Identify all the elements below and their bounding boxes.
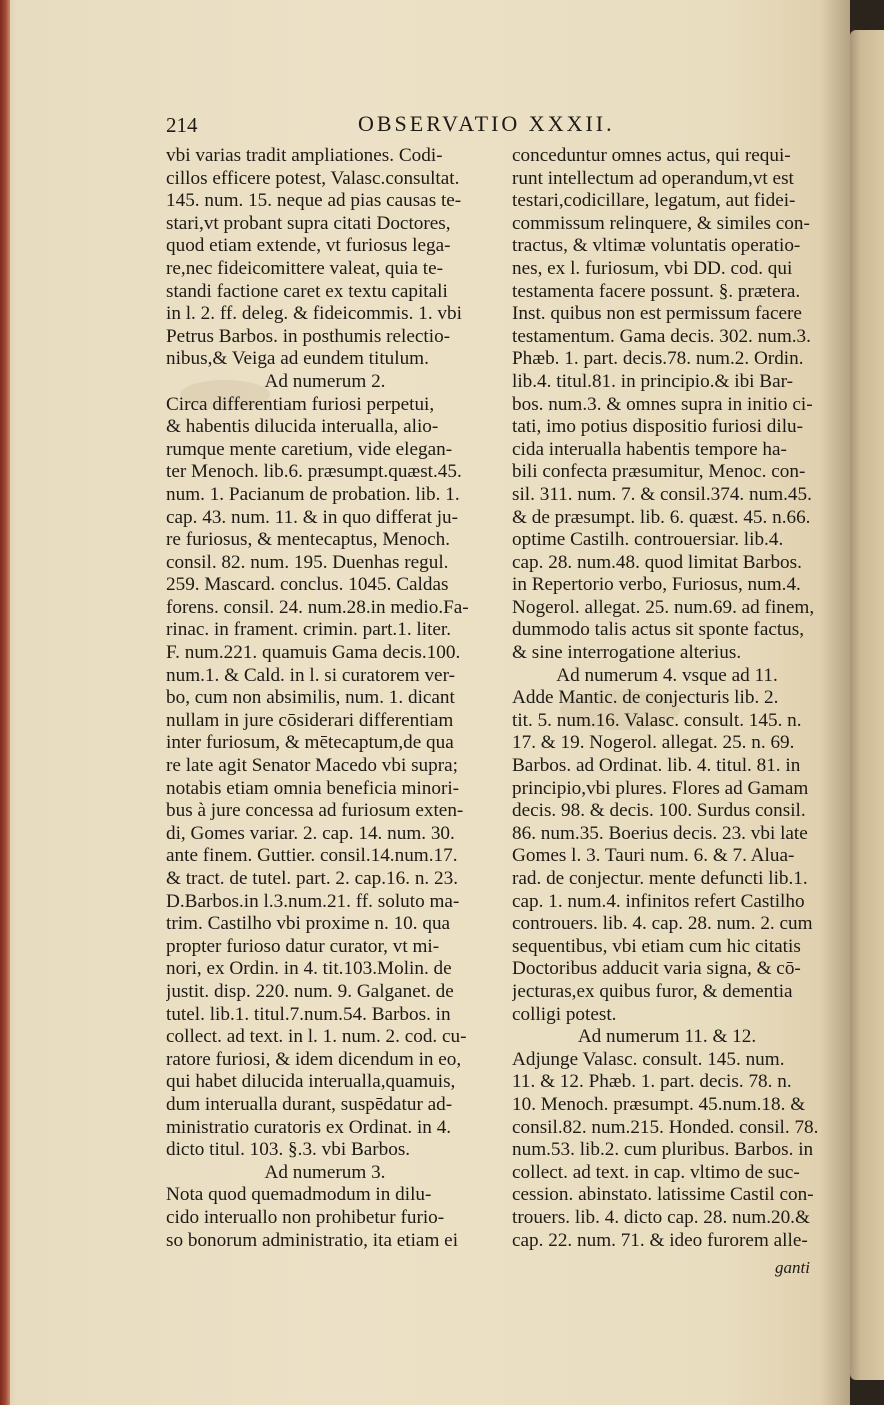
text-line: Petrus Barbos. in posthumis relectio- (166, 325, 451, 347)
text-line: & sine interrogatione alterius. (512, 642, 742, 664)
text-line: 145. num. 15. neque ad pias causas te- (166, 190, 462, 212)
gutter-shadow (820, 0, 850, 1405)
text-line: Doctoribus adducit varia signa, & cō- (512, 958, 801, 980)
text-line: optime Castilh. controuersiar. lib.4. (512, 529, 784, 551)
text-line: trim. Castilho vbi proxime n. 10. qua (166, 913, 451, 935)
next-page-edge (850, 30, 884, 1380)
text-line: ante finem. Guttier. consil.14.num.17. (166, 845, 458, 867)
text-line: bus à jure concessa ad furiosum exten- (166, 800, 464, 822)
text-line: rad. de conjectur. mente defuncti lib.1. (512, 868, 808, 889)
text-line: num.1. & Cald. in l. si curatorem ver- (166, 664, 455, 686)
text-line: so bonorum administratio, ita etiam ei (166, 1229, 459, 1251)
text-line: trouers. lib. 4. dicto cap. 28. num.20.& (512, 1206, 810, 1228)
text-line: 17. & 19. Nogerol. allegat. 25. n. 69. (512, 732, 795, 754)
text-line: tit. 5. num.16. Valasc. consult. 145. n. (512, 709, 802, 731)
text-line: cap. 28. num.48. quod limitat Barbos. (512, 551, 802, 573)
text-line: cillos efficere potest, Valasc.consultat. (166, 167, 460, 189)
text-line: lib.4. titul.81. in principio.& ibi Bar- (512, 370, 794, 392)
section-heading: Ad numerum 11. & 12. (577, 1026, 757, 1048)
left-text-column (166, 145, 484, 1252)
text-line: 10. Menoch. præsumpt. 45.num.18. & (512, 1093, 806, 1115)
text-line: cido interuallo non prohibetur furio- (166, 1206, 445, 1228)
text-line: F. num.221. quamuis Gama decis.100. (166, 642, 461, 664)
catchword: ganti (775, 1258, 810, 1277)
text-line: cida interualla habentis tempore ha- (512, 438, 787, 460)
text-line: in l. 2. ff. deleg. & fideicommis. 1. vbi (166, 303, 462, 325)
text-line: runt intellectum ad operandum,vt est (512, 167, 794, 189)
text-line: & de præsumpt. lib. 6. quæst. 45. n.66. (512, 506, 811, 528)
text-line: sequentibus, vbi etiam cum hic citatis (512, 935, 801, 957)
text-line: tutel. lib.1. titul.7.num.54. Barbos. in (166, 1003, 451, 1025)
text-line: notabis etiam omnia beneficia minori- (166, 777, 460, 799)
text-line: cap. 1. num.4. infinitos refert Castilho (512, 890, 805, 912)
text-line: vbi varias tradit ampliationes. Codi- (166, 145, 443, 166)
page-red-edge (0, 0, 10, 1405)
text-line: bo, cum non absimilis, num. 1. dicant (166, 687, 455, 709)
text-line: di, Gomes variar. 2. cap. 14. num. 30. (166, 822, 455, 844)
text-line: quod etiam extende, vt furiosus lega- (166, 235, 451, 257)
text-line: Inst. quibus non est permissum facere (512, 303, 802, 325)
text-line: forens. consil. 24. num.28.in medio.Fa- (166, 596, 469, 618)
text-line: colligi potest. (512, 1003, 617, 1025)
text-line: & tract. de tutel. part. 2. cap.16. n. 23. (166, 868, 458, 889)
text-line: D.Barbos.in l.3.num.21. ff. soluto ma- (166, 890, 460, 912)
text-line: tractus, & vltimæ voluntatis operatio- (512, 235, 801, 257)
text-line: justit. disp. 220. num. 9. Galganet. de (166, 980, 454, 1002)
text-line: commissum relinquere, & similes con- (512, 212, 810, 234)
text-line: re late agit Senator Macedo vbi supra; (166, 755, 458, 777)
text-line: standi factione caret ex textu capitali (166, 280, 448, 302)
text-line: ministratio curatoris ex Ordinat. in 4. (166, 1116, 452, 1138)
text-line: re,nec fideicomittere valeat, quia te- (166, 257, 444, 279)
text-line: decis. 98. & decis. 100. Surdus consil. (512, 800, 806, 822)
text-line: principio,vbi plures. Flores ad Gamam (512, 777, 809, 799)
text-line: stari,vt probant supra citati Doctores, (166, 212, 451, 234)
text-line: nibus,& Veiga ad eundem titulum. (166, 348, 429, 370)
text-line: ter Menoch. lib.6. præsumpt.quæst.45. (166, 461, 462, 483)
text-line: Adde Mantic. de conjecturis lib. 2. (512, 687, 779, 709)
text-line: qui habet dilucida interualla,quamuis, (166, 1071, 456, 1093)
text-line: testamenta facere possunt. §. prætera. (512, 280, 801, 302)
text-line: cap. 22. num. 71. & ideo furorem alle- (512, 1229, 808, 1251)
text-line: Nogerol. allegat. 25. num.69. ad finem, (512, 596, 815, 618)
text-line: Circa differentiam furiosi perpetui, (166, 393, 435, 415)
text-line: 259. Mascard. conclus. 1045. Caldas (166, 574, 449, 596)
text-line: testari,codicillare, legatum, aut fidei- (512, 190, 796, 212)
text-line: in Repertorio verbo, Furiosus, num.4. (512, 574, 801, 596)
text-line: jecturas,ex quibus furor, & dementia (512, 980, 793, 1002)
text-line: bili confecta præsumitur, Menoc. con- (512, 461, 806, 483)
text-line: consil. 82. num. 195. Duenhas regul. (166, 551, 449, 573)
text-line: testamentum. Gama decis. 302. num.3. (512, 325, 811, 347)
text-line: rumque mente caretium, vide elegan- (166, 438, 453, 460)
text-line: sil. 311. num. 7. & consil.374. num.45. (512, 483, 812, 505)
text-line: dum interualla durant, suspēdatur ad- (166, 1093, 453, 1115)
text-line: nori, ex Ordin. in 4. tit.103.Molin. de (166, 958, 452, 980)
text-line: nullam in jure cōsiderari differentiam (166, 709, 454, 731)
text-line: num.53. lib.2. cum pluribus. Barbos. in (512, 1139, 814, 1161)
section-heading: Ad numerum 2. (264, 370, 386, 392)
text-line: collect. ad text. in l. 1. num. 2. cod. cu- (166, 1026, 467, 1048)
text-line: Adjunge Valasc. consult. 145. num. (512, 1048, 785, 1070)
text-line: dicto titul. 103. §.3. vbi Barbos. (166, 1139, 411, 1161)
text-line: nes, ex l. furiosum, vbi DD. cod. qui (512, 257, 793, 279)
text-line: controuers. lib. 4. cap. 28. num. 2. cum (512, 913, 813, 935)
page-number: 214 (166, 113, 198, 137)
text-line: re furiosus, & mentecaptus, Menoch. (166, 529, 451, 551)
text-line: ratore furiosi, & idem dicendum in eo, (166, 1048, 462, 1070)
text-line: cession. abinstato. latissime Castil con- (512, 1184, 814, 1206)
text-line: tati, imo potius dispositio furiosi dilu- (512, 416, 804, 438)
text-line: conceduntur omnes actus, qui requi- (512, 145, 791, 166)
section-heading: Ad numerum 4. vsque ad 11. (556, 664, 778, 686)
text-line: propter furioso datur curator, vt mi- (166, 935, 440, 957)
text-line: consil.82. num.215. Honded. consil. 78. (512, 1116, 819, 1138)
text-line: cap. 43. num. 11. & in quo differat ju- (166, 506, 459, 528)
text-line: Barbos. ad Ordinat. lib. 4. titul. 81. in (512, 755, 801, 777)
text-line: rinac. in frament. crimin. part.1. liter. (166, 619, 452, 641)
text-line: collect. ad text. in cap. vltimo de suc- (512, 1161, 800, 1183)
text-line: inter furiosum, & mētecaptum,de qua (166, 732, 454, 754)
text-line: & habentis dilucida interualla, alio- (166, 416, 439, 438)
running-head: OBSERVATIO XXXII. (358, 111, 615, 136)
text-line: dummodo talis actus sit sponte factus, (512, 619, 805, 641)
text-line: Gomes l. 3. Tauri num. 6. & 7. Alua- (512, 845, 795, 867)
text-line: Phæb. 1. part. decis.78. num.2. Ordin. (512, 348, 804, 370)
text-line: num. 1. Pacianum de probation. lib. 1. (166, 483, 460, 505)
text-line: bos. num.3. & omnes supra in initio ci- (512, 393, 813, 415)
section-heading: Ad numerum 3. (264, 1161, 386, 1183)
text-line: 86. num.35. Boerius decis. 23. vbi late (512, 822, 808, 844)
text-line: 11. & 12. Phæb. 1. part. decis. 78. n. (512, 1071, 792, 1093)
text-line: Nota quod quemadmodum in dilu- (166, 1184, 432, 1206)
right-text-column (512, 145, 822, 1252)
